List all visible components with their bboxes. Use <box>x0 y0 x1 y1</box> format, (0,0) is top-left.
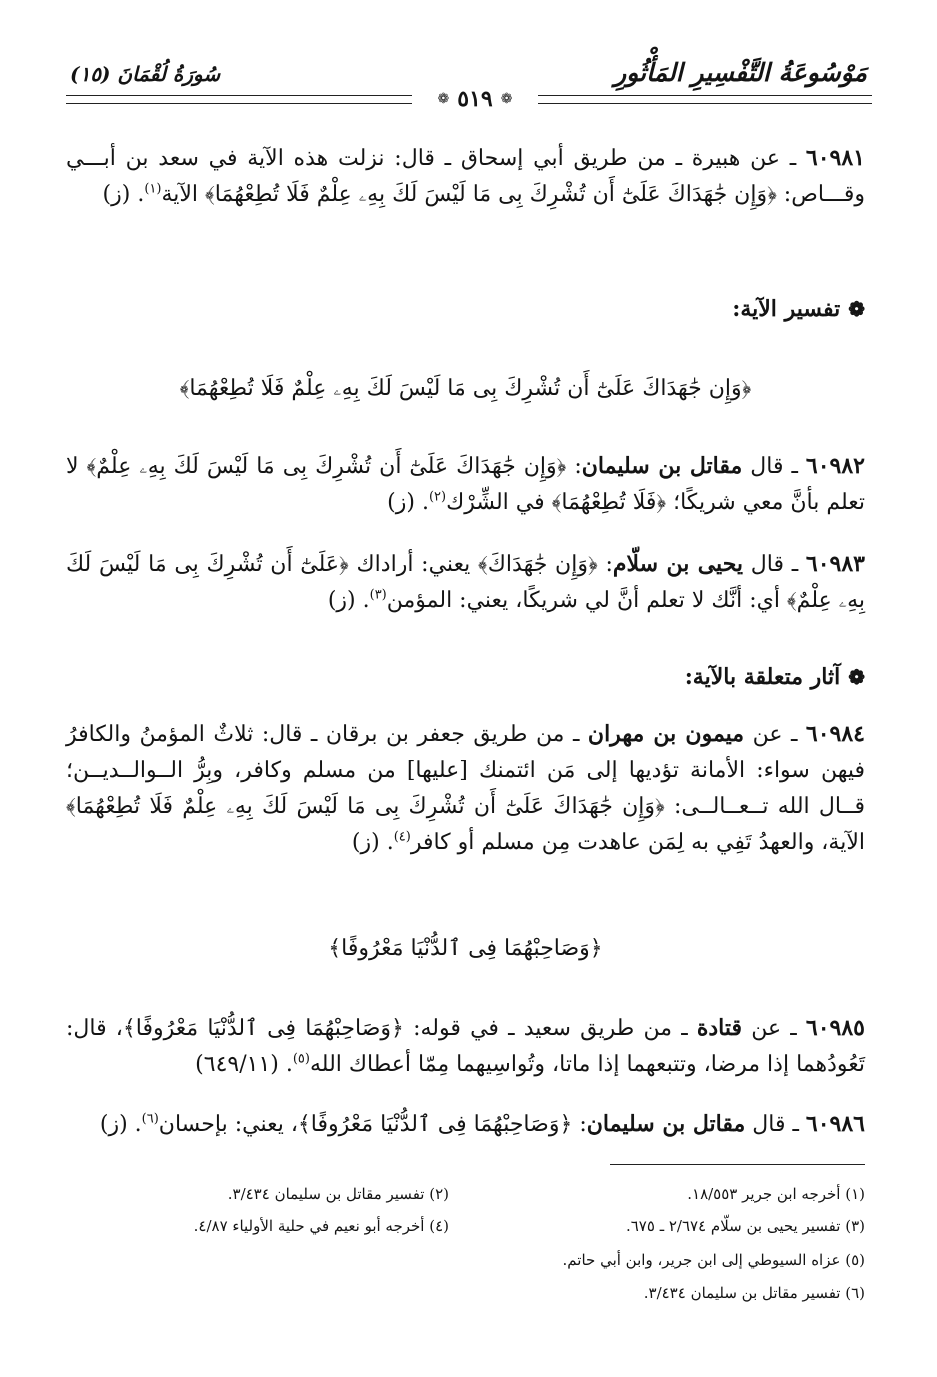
flower-icon: ❁ <box>848 297 865 321</box>
athar-tail: . (ز) <box>387 490 429 515</box>
athar-tail: . (ز) <box>99 1112 142 1137</box>
ornament-icon: ❁ <box>500 91 513 107</box>
footnote-ref: (٥) <box>292 1051 310 1067</box>
footnote: (٥) عزاه السيوطي إلى ابن جرير، وابن أبي حاتم. <box>562 1251 865 1269</box>
athar-tail: . (ز) <box>351 830 394 855</box>
athar-text: ـ من طريق سعيد ـ في قوله: ﴿وَصَاحِبْهُمَا فِى ٱلدُّنْيَا مَعْرُوفًا﴾، قال: تَعُودُهما إذا مرضا، وتتبعهما إذا ماتا، وتُواسِيهما مِمّا أعطاك الله <box>66 1016 865 1077</box>
athar-number: ٦٠٩٨٤ <box>805 721 865 747</box>
athar-tail: . (ز) <box>327 588 370 613</box>
flower-icon: ❁ <box>848 665 865 689</box>
athar-text: : ﴿وَإِن جَٰهَدَاكَ عَلَىٰٓ أَن تُشْرِكَ بِى مَا لَيْسَ لَكَ بِهِۦ عِلْمٌ﴾ لا تعلم بأنَّ معي شريكًا؛ ﴿فَلَا تُطِعْهُمَا﴾ في الشِّرْك <box>66 454 865 515</box>
athar-60982: ٦٠٩٨٢ ـ قال مقاتل بن سليمان: ﴿وَإِن جَٰهَدَاكَ عَلَىٰٓ أَن تُشْرِكَ بِى مَا لَيْسَ لَكَ بِهِۦ عِلْمٌ﴾ لا تعلم بأنَّ معي شريكًا؛ ﴿فَلَا تُطِعْهُمَا﴾ في الشِّرْك$^{(٢)}$. (ز) <box>66 453 865 515</box>
footnote-ref: (٣) <box>369 587 387 603</box>
verse-heading-2: ﴿وَصَاحِبْهُمَا فِى ٱلدُّنْيَا مَعْرُوفًا﴾ <box>328 936 603 961</box>
ornament-icon: ❁ <box>437 91 450 107</box>
athar-tail: . (ز) <box>102 182 145 207</box>
athar-60983: ٦٠٩٨٣ ـ قال يحيى بن سلّام: ﴿وَإِن جَٰهَدَاكَ﴾ يعني: أراداك ﴿عَلَىٰٓ أَن تُشْرِكَ بِى مَا لَيْسَ لَكَ بِهِۦ عِلْمٌ﴾ أي: أنَّك لا تعلم أنَّ لي شريكًا، يعني: المؤمن$^{(٣)}$. (ز) <box>66 551 865 613</box>
footnote-ref: (٢) <box>428 489 447 505</box>
athar-60986: ٦٠٩٨٦ ـ قال مقاتل بن سليمان: ﴿وَصَاحِبْهُمَا فِى ٱلدُّنْيَا مَعْرُوفًا﴾، يعني: بإحسان$^{(٦)}$. (ز) <box>99 1111 865 1137</box>
narrator-name: مقاتل بن سليمان <box>581 453 743 479</box>
athar-number: ٦٠٩٨٢ <box>805 453 865 479</box>
running-header-book-title: مَوْسُوعَةُ التَّفْسِيرِ المَأْثُورِ <box>614 58 867 87</box>
narrator-name: قتادة <box>696 1015 743 1041</box>
footnote-ref: (٤) <box>393 829 411 845</box>
surah-name: سُورَةُ لُقْمَانَ <box>117 62 221 86</box>
narrator-name: ميمون بن مهران <box>587 721 745 747</box>
footnote: (٣) تفسير يحيى بن سلّام ٢/٦٧٤ ـ ٦٧٥. <box>625 1217 865 1235</box>
athar-text: : ﴿وَصَاحِبْهُمَا فِى ٱلدُّنْيَا مَعْرُوفًا﴾، يعني: بإحسان <box>158 1112 587 1137</box>
footnote-ref: (٦) <box>141 1111 159 1127</box>
section-heading-tafsir: ❁ تفسير الآية: <box>732 296 865 322</box>
narrator-name: مقاتل بن سليمان <box>586 1111 746 1137</box>
verse-ref: (١٥) <box>70 62 111 86</box>
section-heading-athar: ❁ آثار متعلقة بالآية: <box>684 664 865 690</box>
footnote: (٢) تفسير مقاتل بن سليمان ٣/٤٣٤. <box>227 1185 449 1203</box>
athar-tail: . (٦٤٩/١١) <box>195 1052 293 1077</box>
page-number: ٥١٩ <box>457 86 493 112</box>
athar-text: ـ عن هبيرة ـ من طريق أبي إسحاق ـ قال: نزلت هذه الآية في سعد بن أبـــي وقـــاص: ﴿وَإِن جَٰهَدَاكَ عَلَىٰٓ أَن تُشْرِكَ بِى مَا لَيْسَ لَكَ بِهِۦ عِلْمٌ فَلَا تُطِعْهُمَا﴾ الآية <box>66 146 865 207</box>
verse-heading-1: ﴿وَإِن جَٰهَدَاكَ عَلَىٰٓ أَن تُشْرِكَ بِى مَا لَيْسَ لَكَ بِهِۦ عِلْمٌ فَلَا تُطِعْهُمَا﴾ <box>179 376 752 401</box>
athar-number: ٦٠٩٨٦ <box>805 1111 865 1137</box>
athar-text: : ﴿وَإِن جَٰهَدَاكَ﴾ يعني: أراداك ﴿عَلَىٰٓ أَن تُشْرِكَ بِى مَا لَيْسَ لَكَ بِهِۦ عِلْمٌ﴾ أي: أنَّك لا تعلم أنَّ لي شريكًا، يعني: المؤمن <box>66 552 865 613</box>
footnote: (١) أخرجه ابن جرير ١٨/٥٥٣. <box>687 1185 865 1203</box>
athar-60981 <box>66 140 865 213</box>
footnote-separator <box>610 1164 865 1165</box>
page-number-box <box>412 86 538 112</box>
athar-60985: ٦٠٩٨٥ ـ عن قتادة ـ من طريق سعيد ـ في قوله: ﴿وَصَاحِبْهُمَا فِى ٱلدُّنْيَا مَعْرُوفًا﴾، قال: تَعُودُهما إذا مرضا، وتتبعهما إذا ماتا، وتُواسِيهما مِمّا أعطاك الله$^{(٥)}$. (٦٤٩/١١) <box>66 1015 865 1077</box>
footnote: (٦) تفسير مقاتل بن سليمان ٣/٤٣٤. <box>643 1284 865 1302</box>
athar-number: ٦٠٩٨٥ <box>805 1015 865 1041</box>
athar-number: ٦٠٩٨٣ <box>805 551 865 577</box>
athar-60984: ٦٠٩٨٤ ـ عن ميمون بن مهران ـ من طريق جعفر بن برقان ـ قال: ثلاثٌ المؤمنُ والكافرُ فيهن سواء: الأمانة تؤديها إلى مَن ائتمنك [عليها] من مسلم وكافر، وبِرُّ الــوالــديــن؛ قــال الله تــعــالــى: ﴿وَإِن جَٰهَدَاكَ عَلَىٰٓ أَن تُشْرِكَ بِى مَا لَيْسَ لَكَ بِهِۦ عِلْمٌ فَلَا تُطِعْهُمَا﴾ الآية، والعهدُ تَفِي به لِمَن عاهدت مِن مسلم أو كافر$^{(٤)}$. (ز) <box>66 721 865 855</box>
athar-number: ٦٠٩٨١ <box>805 145 865 171</box>
narrator-name: يحيى بن سلّام <box>612 551 744 577</box>
athar-text: ـ من طريق جعفر بن برقان ـ قال: ثلاثٌ المؤمنُ والكافرُ فيهن سواء: الأمانة تؤديها إلى مَن ائتمنك [عليها] من مسلم وكافر، وبِرُّ الــوالــديــن؛ قــال الله تــعــالــى: ﴿وَإِن جَٰهَدَاكَ عَلَىٰٓ أَن تُشْرِكَ بِى مَا لَيْسَ لَكَ بِهِۦ عِلْمٌ فَلَا تُطِعْهُمَا﴾ الآية، والعهدُ تَفِي به لِمَن عاهدت مِن مسلم أو كافر <box>66 722 865 855</box>
footnote: (٤) أخرجه أبو نعيم في حلية الأولياء ٤/٨٧. <box>193 1217 449 1235</box>
running-header-surah <box>70 62 220 86</box>
footnote-ref: (١) <box>144 181 162 197</box>
